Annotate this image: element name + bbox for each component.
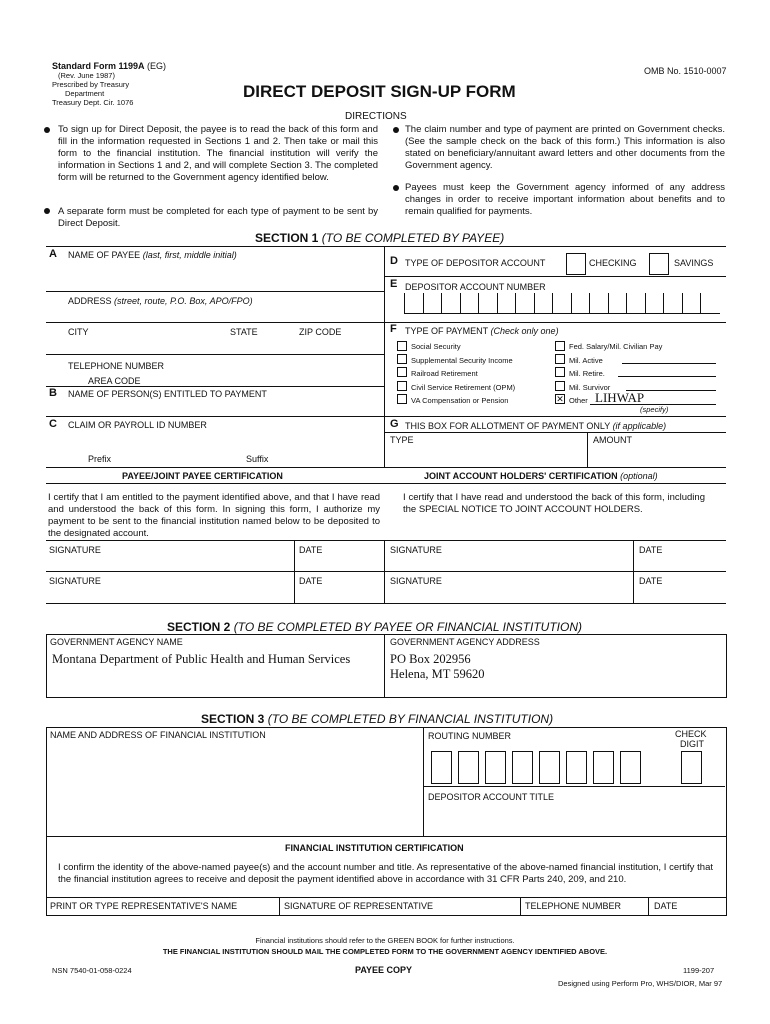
zip-label: ZIP CODE: [299, 327, 342, 337]
account-digit-box[interactable]: [571, 293, 591, 313]
section3-title: SECTION 3 (TO BE COMPLETED BY FINANCIAL INSTITUTION): [201, 712, 554, 726]
payee-name-label: NAME OF PAYEE (last, first, middle initial): [68, 250, 237, 260]
mil-retire-checkbox[interactable]: [555, 367, 565, 377]
field-letter-d: D: [390, 255, 398, 267]
routing-digit-box[interactable]: [431, 751, 452, 784]
account-digit-box[interactable]: [497, 293, 517, 313]
account-digit-box[interactable]: [404, 293, 424, 313]
date-label: DATE: [299, 576, 323, 586]
rep-telephone-label: TELEPHONE NUMBER: [525, 901, 622, 911]
state-label: STATE: [230, 327, 258, 337]
signature-label: SIGNATURE: [390, 545, 442, 555]
direction-right-2: Payees must keep the Government agency informed of any address changes in order to receive important information about benefits and to remain qualified for payments.: [405, 182, 725, 217]
mail-notice: THE FINANCIAL INSTITUTION SHOULD MAIL THE COMPLETED FORM TO THE GOVERNMENT AGENCY IDENTIFIED ABOVE.: [162, 947, 608, 956]
form-department: Department: [65, 89, 105, 98]
payment-option-label: Fed. Salary/Mil. Civilian Pay: [569, 342, 663, 351]
account-digit-box[interactable]: [441, 293, 461, 313]
bullet-icon: [393, 127, 399, 133]
joint-cert-title: JOINT ACCOUNT HOLDERS' CERTIFICATION (optional): [424, 471, 658, 481]
allotment-label: THIS BOX FOR ALLOTMENT OF PAYMENT ONLY (if applicable): [405, 421, 667, 431]
check-digit-box[interactable]: [681, 751, 702, 784]
rep-name-label: PRINT OR TYPE REPRESENTATIVE'S NAME: [50, 901, 238, 911]
payment-option-label: Railroad Retirement: [411, 369, 478, 378]
account-digit-box[interactable]: [682, 293, 702, 313]
savings-label: SAVINGS: [674, 258, 714, 268]
check-digit-label: CHECK: [675, 729, 707, 739]
bullet-icon: [393, 185, 399, 191]
account-type-label: TYPE OF DEPOSITOR ACCOUNT: [405, 258, 546, 268]
field-letter-e: E: [390, 278, 398, 290]
routing-number-label: ROUTING NUMBER: [428, 731, 511, 741]
checking-label: CHECKING: [589, 258, 637, 268]
account-digit-box[interactable]: [478, 293, 498, 313]
signature-label: SIGNATURE: [49, 545, 101, 555]
social-security-checkbox[interactable]: [397, 341, 407, 351]
routing-digit-box[interactable]: [485, 751, 506, 784]
account-digit-box[interactable]: [423, 293, 443, 313]
account-digit-box[interactable]: [534, 293, 554, 313]
entitled-persons-label: NAME OF PERSON(S) ENTITLED TO PAYMENT: [68, 389, 267, 399]
other-checkbox-checked[interactable]: ✕: [556, 394, 564, 404]
form-prescribed: Prescribed by Treasury: [52, 80, 130, 89]
signature-label: SIGNATURE: [49, 576, 101, 586]
account-number-label: DEPOSITOR ACCOUNT NUMBER: [405, 282, 546, 292]
account-digit-box[interactable]: [626, 293, 646, 313]
agency-address-label: GOVERNMENT AGENCY ADDRESS: [390, 637, 540, 647]
rep-signature-label: SIGNATURE OF REPRESENTATIVE: [284, 901, 434, 911]
address-label: ADDRESS (street, route, P.O. Box, APO/FPO): [68, 296, 253, 306]
claim-id-label: CLAIM OR PAYROLL ID NUMBER: [68, 420, 207, 430]
green-book-note: Financial institutions should refer to the GREEN BOOK for further instructions.: [255, 936, 515, 945]
routing-digit-box[interactable]: [458, 751, 479, 784]
designed-note: Designed using Perform Pro, WHS/DIOR, Mar 97: [558, 979, 723, 988]
bullet-icon: [44, 208, 50, 214]
routing-digit-box[interactable]: [566, 751, 587, 784]
bullet-icon: [44, 127, 50, 133]
payment-option-label: Civil Service Retirement (OPM): [411, 383, 516, 392]
payment-option-label: Other: [569, 396, 588, 405]
signature-label: SIGNATURE: [390, 576, 442, 586]
field-letter-f: F: [390, 323, 397, 335]
agency-name-value[interactable]: Montana Department of Public Health and Human Services: [52, 652, 351, 666]
field-letter-g: G: [390, 418, 399, 430]
agency-address-line2[interactable]: Helena, MT 59620: [390, 667, 485, 681]
routing-digit-box[interactable]: [512, 751, 533, 784]
field-letter-c: C: [49, 418, 57, 430]
city-label: CITY: [68, 327, 89, 337]
telephone-label: TELEPHONE NUMBER: [68, 361, 165, 371]
suffix-label: Suffix: [246, 454, 269, 464]
checking-checkbox[interactable]: [566, 253, 586, 275]
section2-title: SECTION 2 (TO BE COMPLETED BY PAYEE OR FINANCIAL INSTITUTION): [167, 620, 582, 634]
ssi-checkbox[interactable]: [397, 354, 407, 364]
allotment-amount-label: AMOUNT: [593, 435, 632, 445]
routing-digit-box[interactable]: [593, 751, 614, 784]
field-letter-b: B: [49, 387, 57, 399]
date-label: DATE: [299, 545, 323, 555]
joint-cert-text: I certify that I have read and understood the back of this form, including the SPECIAL NOTICE TO JOINT ACCOUNT HOLDERS.: [403, 492, 705, 515]
agency-address-line1[interactable]: PO Box 202956: [390, 652, 471, 666]
rep-date-label: DATE: [654, 901, 678, 911]
payment-option-label: VA Compensation or Pension: [411, 396, 509, 405]
form-number: 1199-207: [683, 966, 715, 975]
routing-digit-box[interactable]: [539, 751, 560, 784]
routing-digit-box[interactable]: [620, 751, 641, 784]
account-title-label: DEPOSITOR ACCOUNT TITLE: [428, 792, 555, 802]
page-title: DIRECT DEPOSIT SIGN-UP FORM: [243, 82, 516, 101]
account-digit-box[interactable]: [700, 293, 720, 313]
area-code-label: AREA CODE: [88, 376, 141, 386]
payee-cert-title: PAYEE/JOINT PAYEE CERTIFICATION: [122, 471, 283, 481]
date-label: DATE: [639, 545, 663, 555]
directions-heading: DIRECTIONS: [345, 111, 407, 122]
omb-number: OMB No. 1510-0007: [644, 66, 727, 76]
account-digit-box[interactable]: [645, 293, 665, 313]
payment-option-label: Supplemental Security Income: [411, 356, 513, 365]
payee-cert-text: I certify that I am entitled to the payment identified above, and that I have read and understood the back of this form. In signing this form, I authorize my payment to be sent to the financial institution named below to be deposited to the designated account.: [48, 492, 380, 539]
payment-option-label: Mil. Retire.: [569, 369, 605, 378]
mil-active-checkbox[interactable]: [555, 354, 565, 364]
nsn-number: NSN 7540-01-058-0224: [52, 966, 132, 975]
direction-left-2: A separate form must be completed for each type of payment to be sent by Direct Deposit.: [58, 206, 378, 229]
section1-title: SECTION 1 (TO BE COMPLETED BY PAYEE): [255, 231, 505, 245]
payment-option-label: Mil. Survivor: [569, 383, 611, 392]
account-digit-box[interactable]: [515, 293, 535, 313]
form-name: Standard Form 1199A (EG): [52, 61, 167, 71]
payment-option-label: Mil. Active: [569, 356, 603, 365]
direction-left-1: To sign up for Direct Deposit, the payee is to read the back of this form and fill in the information requested in Sections 1 and 2. Then take or mail this form to the financial institution. The financial institution will verify the information in Sections 1 and 2, and will complete Section 3. The completed form will be returned to the Government agency identified below.: [58, 124, 378, 183]
form-revision: (Rev. June 1987): [58, 71, 115, 80]
prefix-label: Prefix: [88, 454, 112, 464]
allotment-type-label: TYPE: [390, 435, 414, 445]
account-digit-box[interactable]: [552, 293, 572, 313]
copy-label: PAYEE COPY: [355, 965, 413, 975]
payment-type-label: TYPE OF PAYMENT (Check only one): [405, 326, 559, 336]
check-digit-label: DIGIT: [680, 739, 704, 749]
agency-name-label: GOVERNMENT AGENCY NAME: [50, 637, 183, 647]
other-specify-value[interactable]: LIHWAP: [595, 390, 645, 405]
account-digit-box[interactable]: [608, 293, 628, 313]
va-checkbox[interactable]: [397, 394, 407, 404]
fi-cert-text: I confirm the identity of the above-named payee(s) and the account number and title. As representative of the above-named financial institution, I certify that the financial institution agrees to receive and deposit the payment identified above in accordance with 31 CFR Parts 240, 209, and 210.: [58, 862, 713, 885]
form-circular: Treasury Dept. Cir. 1076: [52, 98, 134, 107]
field-letter-a: A: [49, 248, 57, 260]
fi-name-label: NAME AND ADDRESS OF FINANCIAL INSTITUTION: [50, 730, 266, 740]
mil-survivor-checkbox[interactable]: [555, 381, 565, 391]
account-digit-box[interactable]: [663, 293, 683, 313]
payment-option-label: Social Security: [411, 342, 461, 351]
civil-service-checkbox[interactable]: [397, 381, 407, 391]
savings-checkbox[interactable]: [649, 253, 669, 275]
railroad-checkbox[interactable]: [397, 367, 407, 377]
fed-salary-checkbox[interactable]: [555, 341, 565, 351]
date-label: DATE: [639, 576, 663, 586]
specify-label: (specify): [640, 405, 669, 414]
fi-cert-title: FINANCIAL INSTITUTION CERTIFICATION: [285, 843, 464, 853]
account-digit-box[interactable]: [589, 293, 609, 313]
direction-right-1: The claim number and type of payment are printed on Government checks. (See the sample check on the back of this form.) This information is also stated on beneficiary/annuitant award letters and other documents from the Government agency.: [405, 124, 725, 171]
account-digit-box[interactable]: [460, 293, 480, 313]
